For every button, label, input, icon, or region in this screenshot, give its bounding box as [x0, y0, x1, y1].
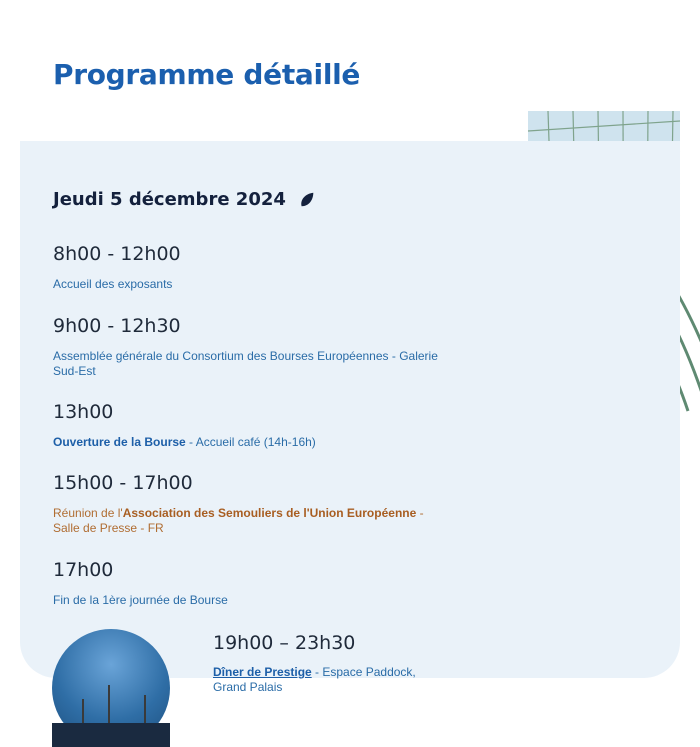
dinner-link[interactable]: Dîner de Prestige [213, 665, 312, 679]
slot-description [213, 665, 473, 695]
program-panel [20, 141, 680, 694]
leaf-icon [298, 191, 316, 209]
schedule-slot [53, 315, 453, 379]
schedule-slot [53, 401, 453, 450]
schedule-slot [53, 559, 453, 608]
palm-tree [108, 685, 110, 725]
skyline-silhouette [52, 723, 170, 747]
dinner-slot [213, 632, 473, 695]
slot-description [53, 435, 453, 450]
slot-rest: - Accueil café (14h-16h) [185, 435, 316, 449]
schedule-slot [53, 472, 453, 536]
schedule-slot [53, 243, 453, 292]
slot-time: 15h00 - 17h00 [53, 472, 193, 494]
slot-description: Fin de la 1ère journée de Bourse [53, 593, 228, 607]
palm-tree [82, 699, 84, 725]
day-heading [53, 189, 316, 210]
day-heading-text: Jeudi 5 décembre 2024 [53, 189, 286, 210]
slot-highlight: Ouverture de la Bourse [53, 435, 186, 449]
slot-time: 8h00 - 12h00 [53, 243, 181, 265]
dinner-photo [52, 629, 170, 747]
slot-time: 19h00 – 23h30 [213, 632, 356, 654]
slot-description: Assemblée générale du Consortium des Bourses Européennes - Galerie Sud-Est [53, 349, 438, 378]
slot-rest: - Espace Paddock, [311, 665, 416, 679]
slot-prefix: Réunion de l' [53, 506, 123, 520]
slot-time: 9h00 - 12h30 [53, 315, 181, 337]
slot-time: 17h00 [53, 559, 114, 581]
slot-description [53, 506, 453, 536]
slot-description: Accueil des exposants [53, 277, 173, 291]
slot-highlight: Association des Semouliers de l'Union Européenne [122, 506, 417, 520]
page-title: Programme détaillé [53, 58, 361, 91]
palm-tree [144, 695, 146, 725]
slot-line2: Grand Palais [213, 680, 283, 694]
slot-rest: - Salle de Presse - FR [53, 506, 424, 535]
slot-time: 13h00 [53, 401, 114, 423]
